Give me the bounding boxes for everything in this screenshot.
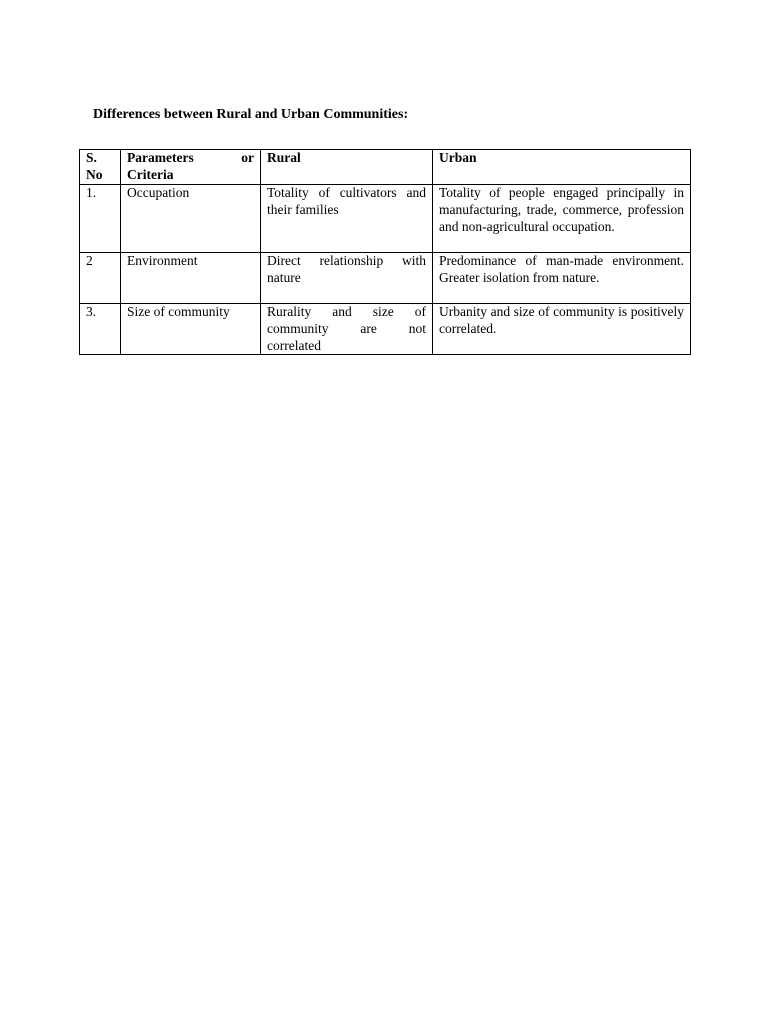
cell-rural: Totality of cultivators and their families <box>261 185 433 253</box>
header-rural: Rural <box>261 150 433 185</box>
comparison-table <box>79 149 691 355</box>
cell-parameter: Occupation <box>121 185 261 253</box>
cell-sno: 1. <box>80 185 121 253</box>
header-parameter: Parameters or Criteria <box>121 150 261 185</box>
cell-parameter: Size of community <box>121 304 261 355</box>
table-header-row <box>80 150 691 185</box>
cell-urban: Predominance of man-made environment. Greater isolation from nature. <box>433 253 691 304</box>
cell-urban: Totality of people engaged principally in manufacturing, trade, commerce, profession and non-agricultural occupation. <box>433 185 691 253</box>
cell-sno: 2 <box>80 253 121 304</box>
page-title: Differences between Rural and Urban Communities: <box>93 107 409 122</box>
cell-rural: Direct relationship with nature <box>261 253 433 304</box>
table-row <box>80 304 691 355</box>
cell-rural: Rurality and size of community are not correlated <box>261 304 433 355</box>
cell-sno: 3. <box>80 304 121 355</box>
header-sno: S. No <box>80 150 121 185</box>
cell-parameter: Environment <box>121 253 261 304</box>
table-row <box>80 185 691 253</box>
header-urban: Urban <box>433 150 691 185</box>
table-row <box>80 253 691 304</box>
cell-urban: Urbanity and size of community is positively correlated. <box>433 304 691 355</box>
